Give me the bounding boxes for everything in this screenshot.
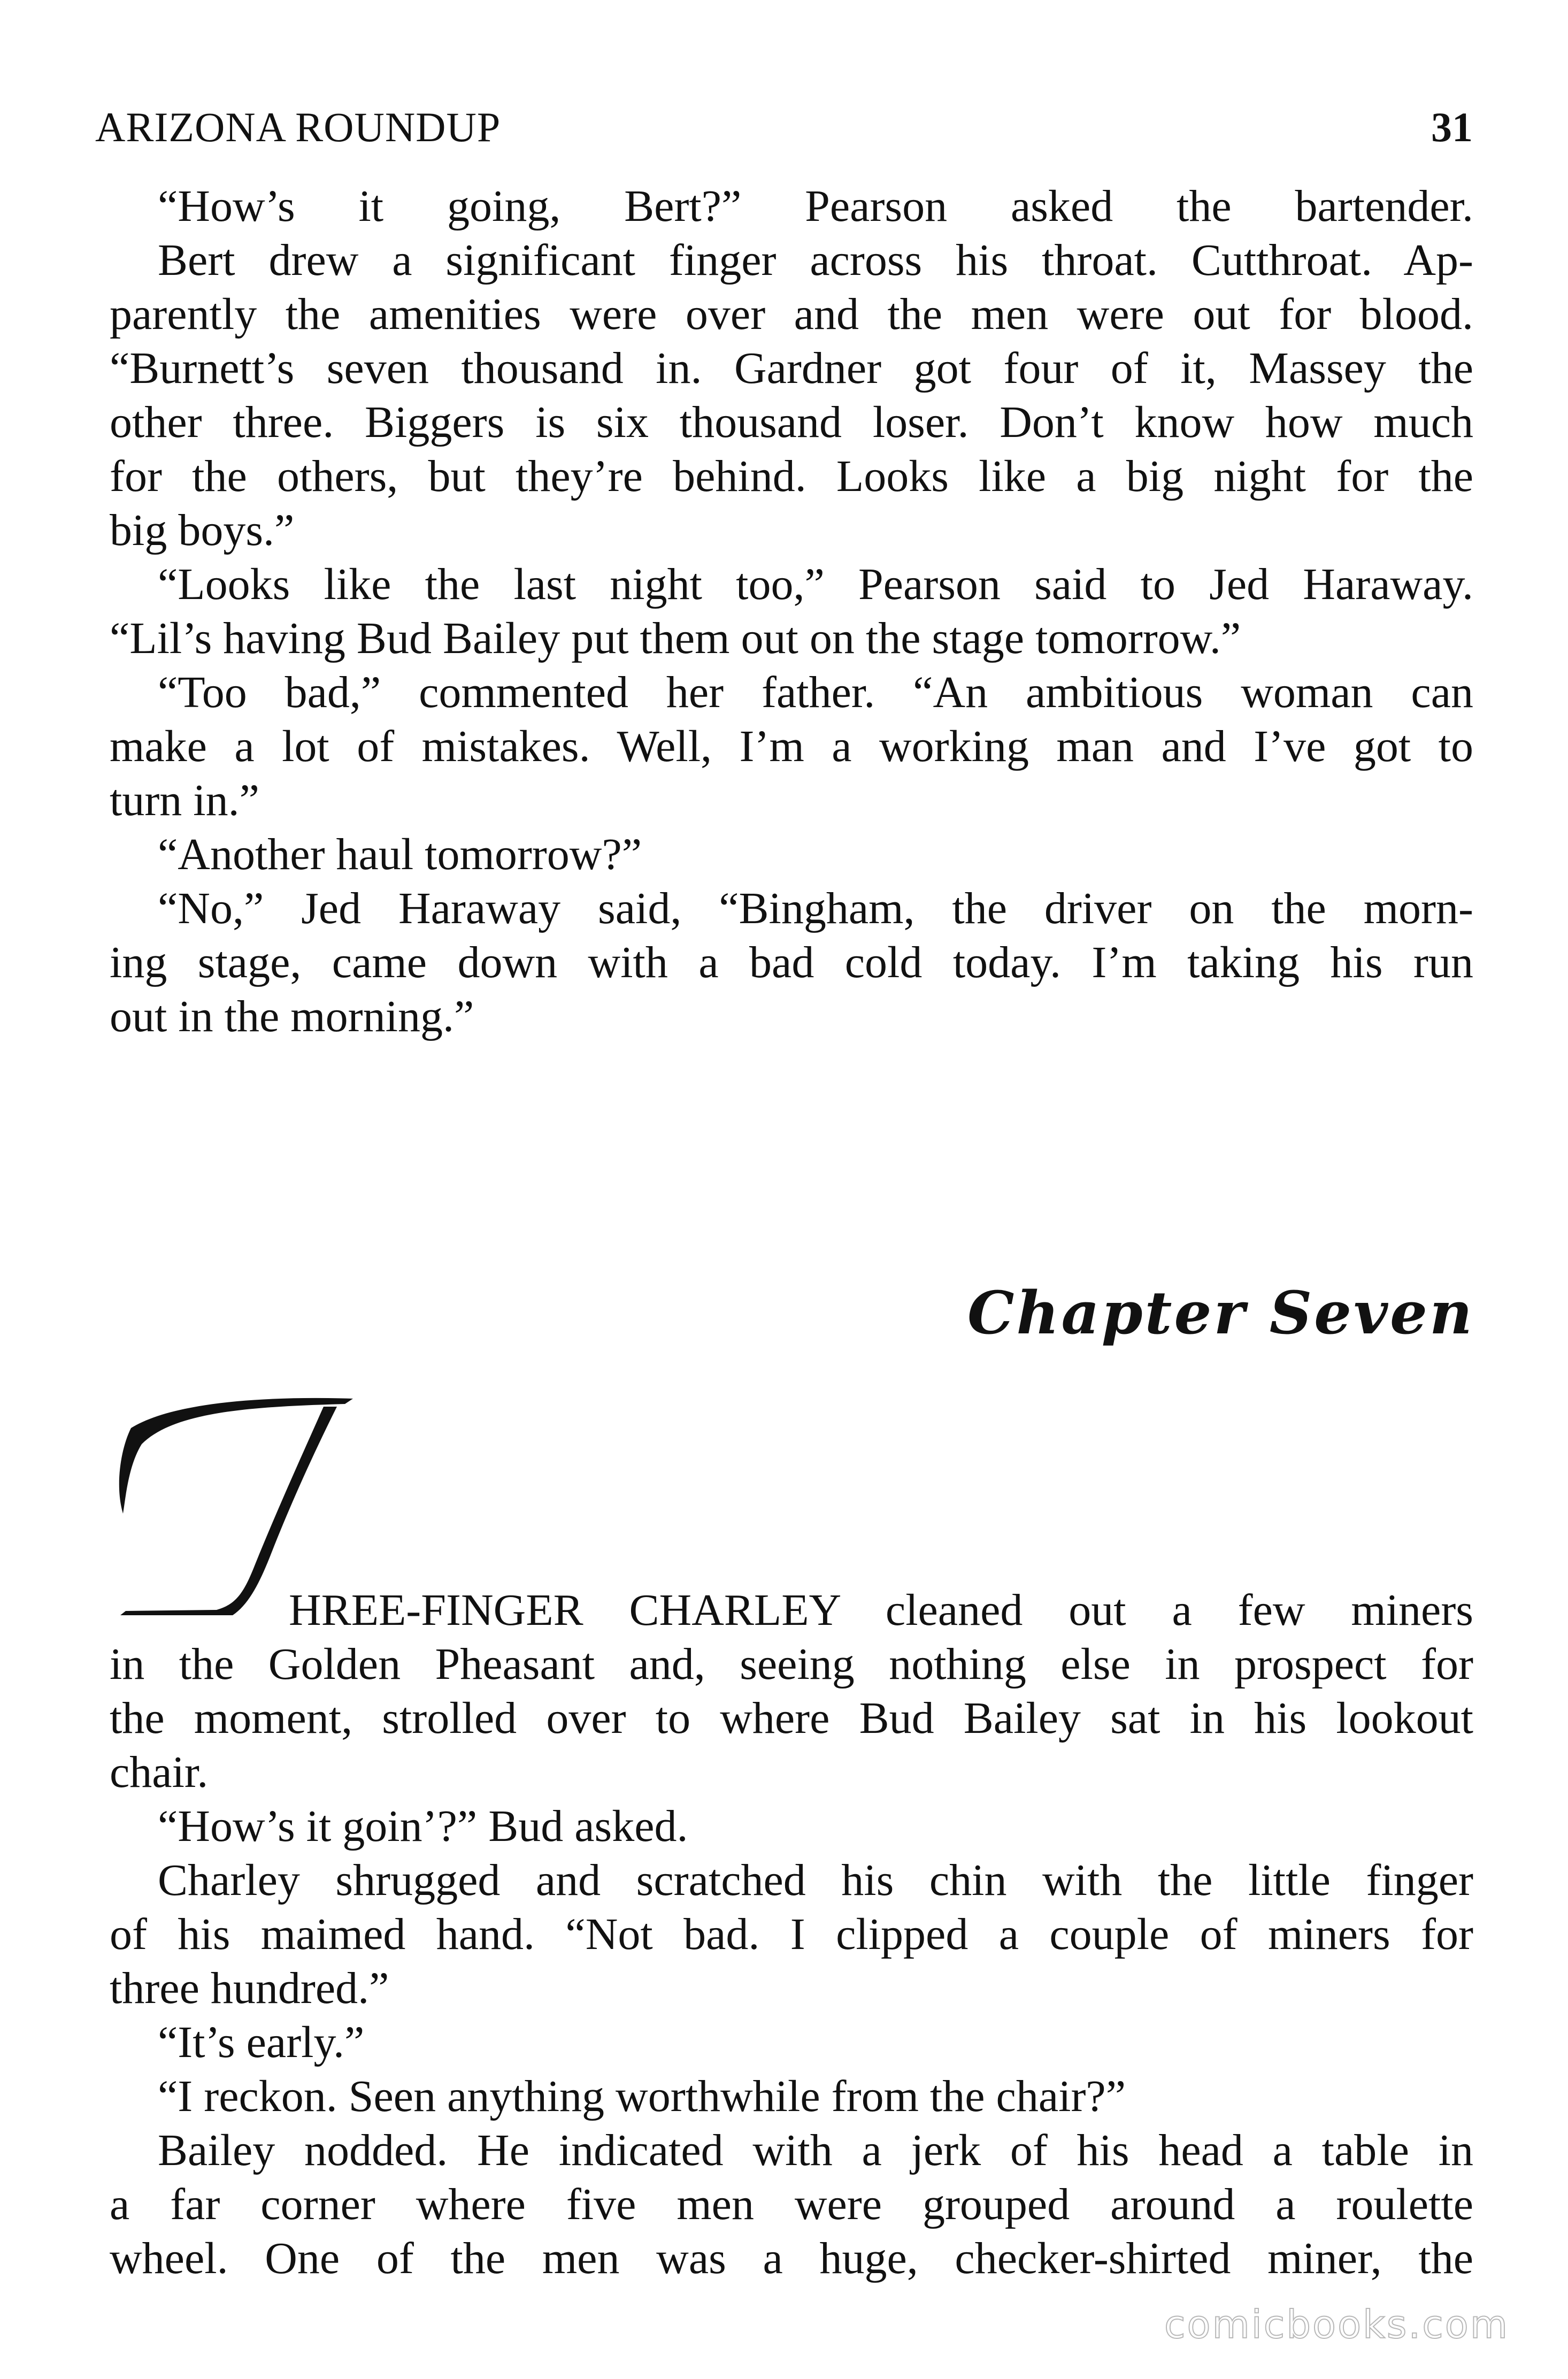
chapter-heading: Chapter Seven (967, 1278, 1474, 1347)
text-line: Bert drew a significant finger across his throat. Cutthroat. Ap- (158, 235, 1473, 285)
running-head (95, 101, 1473, 154)
text-line: “How’s it goin’?” Bud asked. (158, 1801, 688, 1851)
section-two-text (110, 1583, 1473, 2285)
text-line: three hundred.” (110, 1963, 389, 2013)
text-line: “I reckon. Seen anything worthwhile from the chair?” (158, 2071, 1126, 2121)
text-line: big boys.” (110, 505, 295, 555)
text-line: wheel. One of the men was a huge, checker-shirted miner, the (110, 2234, 1473, 2283)
watermark: comicbooks.com (1164, 2302, 1509, 2347)
text-line: “No,” Jed Haraway said, “Bingham, the driver on the morn- (158, 884, 1473, 933)
text-line: for the others, but they’re behind. Looks like a big night for the (110, 451, 1473, 501)
text-line: “Looks like the last night too,” Pearson said to Jed Haraway. (158, 559, 1473, 609)
text-line: “Burnett’s seven thousand in. Gardner got four of it, Massey the (110, 343, 1473, 393)
text-line: turn in.” (110, 776, 259, 825)
section-one-text (110, 179, 1473, 1043)
text-line: the moment, strolled over to where Bud Bailey sat in his lookout (110, 1693, 1473, 1743)
text-line: ing stage, came down with a bad cold today. I’m taking his run (110, 938, 1473, 987)
text-line: “Another haul tomorrow?” (158, 830, 642, 879)
page-number: 31 (1431, 104, 1473, 150)
text-line: make a lot of mistakes. Well, I’m a working man and I’ve got to (110, 722, 1473, 771)
text-line: other three. Biggers is six thousand loser. Don’t know how much (110, 397, 1473, 447)
text-line: parently the amenities were over and the men were out for blood. (110, 289, 1473, 339)
text-line: “Too bad,” commented her father. “An ambitious woman can (158, 667, 1473, 717)
text-line: HREE-FINGER CHARLEY cleaned out a few miners (289, 1585, 1473, 1635)
text-line: chair. (110, 1747, 209, 1797)
text-line: in the Golden Pheasant and, seeing nothing else in prospect for (110, 1639, 1473, 1689)
text-line: “How’s it going, Bert?” Pearson asked the bartender. (158, 181, 1473, 231)
text-line: of his maimed hand. “Not bad. I clipped a couple of miners for (110, 1909, 1473, 1959)
text-line: “Lil’s having Bud Bailey put them out on the stage tomorrow.” (110, 613, 1241, 663)
running-title: ARIZONA ROUNDUP (95, 104, 501, 150)
text-line: “It’s early.” (158, 2017, 365, 2067)
text-line: a far corner where five men were grouped around a roulette (110, 2180, 1473, 2229)
text-line: out in the morning.” (110, 992, 474, 1041)
text-line: Bailey nodded. He indicated with a jerk of his head a table in (158, 2125, 1473, 2175)
text-line: Charley shrugged and scratched his chin with the little finger (158, 1855, 1473, 1905)
